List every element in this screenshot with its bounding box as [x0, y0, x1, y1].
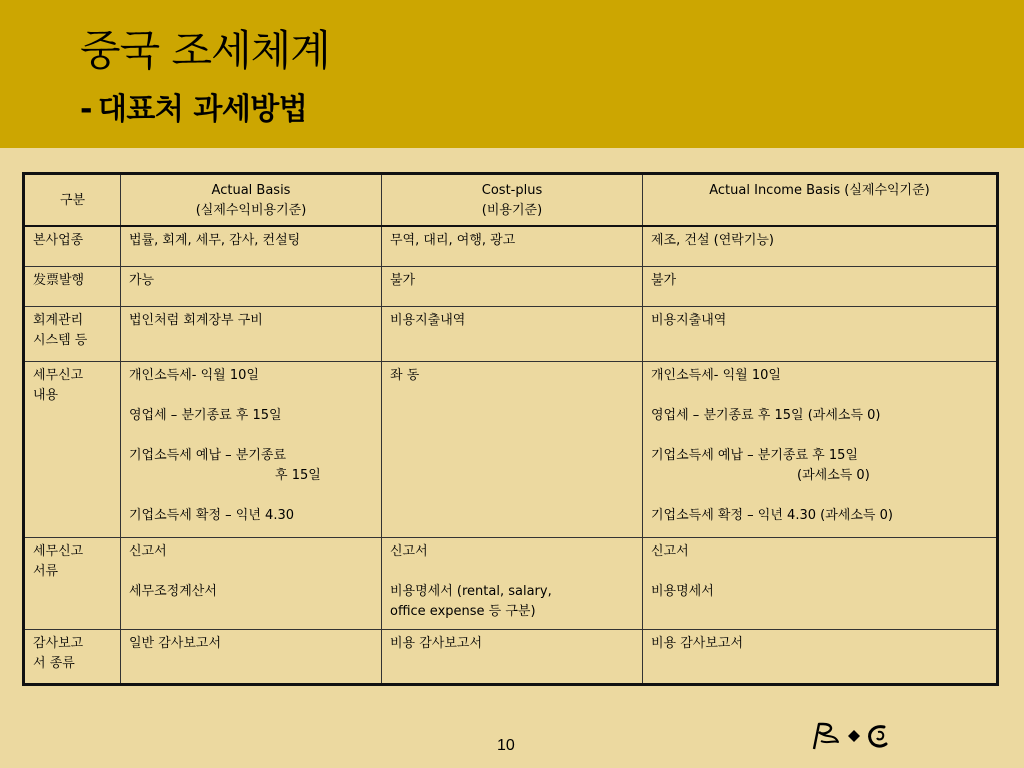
- table-header-row: [24, 174, 998, 227]
- cell-actual: 법인처럼 회계장부 구비: [121, 306, 382, 361]
- cell-income: 신고서 비용명세서: [643, 537, 998, 629]
- table-row-filing-documents: [24, 537, 998, 629]
- cell-cost: 신고서 비용명세서 (rental, salary, office expense 등 구분): [382, 537, 643, 629]
- table-row-audit-report: [24, 629, 998, 684]
- slide-title: 중국 조세체계: [80, 26, 330, 75]
- table-row-business-type: [24, 226, 998, 266]
- cell-actual: 신고서 세무조정계산서: [121, 537, 382, 629]
- cell-actual: 개인소득세- 익월 10일 영업세 – 분기종료 후 15일 기업소득세 예납 – 분기종료 후 15일 기업소득세 확정 – 익년 4.30: [121, 361, 382, 537]
- cell-cost: 불가: [382, 266, 643, 306]
- subtitle-text: 대표처 과세방법: [97, 92, 308, 127]
- cell-actual: 가능: [121, 266, 382, 306]
- subtitle-dash: -: [80, 92, 92, 127]
- cell-income: 제조, 건설 (연락기능): [643, 226, 998, 266]
- row-label: 회계관리 시스템 등: [24, 306, 121, 361]
- cell-cost: 비용지출내역: [382, 306, 643, 361]
- cell-income: 개인소득세- 익월 10일 영업세 – 분기종료 후 15일 (과세소득 0) 기업소득세 예납 – 분기종료 후 15일 (과세소득 0) 기업소득세 확정 – 익년 4.30 (과세소득 0): [643, 361, 998, 537]
- row-label: 세무신고 내용: [24, 361, 121, 537]
- title-band: [0, 0, 1024, 148]
- table-row-invoice: [24, 266, 998, 306]
- table-row-tax-filing: [24, 361, 998, 537]
- header-cost-plus: Cost-plus (비용기준): [382, 174, 643, 227]
- cell-income: 불가: [643, 266, 998, 306]
- tax-method-table: [22, 172, 999, 686]
- header-actual-income-basis: Actual Income Basis (실제수익기준): [643, 174, 998, 227]
- pwc-logo-icon: [812, 720, 894, 752]
- cell-cost: 좌 동: [382, 361, 643, 537]
- table-row-accounting-system: [24, 306, 998, 361]
- row-label: 본사업종: [24, 226, 121, 266]
- cell-cost: 비용 감사보고서: [382, 629, 643, 684]
- row-label: 감사보고 서 종류: [24, 629, 121, 684]
- cell-cost: 무역, 대리, 여행, 광고: [382, 226, 643, 266]
- cell-actual: 법률, 회계, 세무, 감사, 컨설팅: [121, 226, 382, 266]
- header-actual-basis: Actual Basis (실제수익비용기준): [121, 174, 382, 227]
- row-label: 세무신고 서류: [24, 537, 121, 629]
- cell-income: 비용 감사보고서: [643, 629, 998, 684]
- page-number: 10: [497, 737, 515, 754]
- pwc-logo: [812, 720, 894, 752]
- cell-income: 비용지출내역: [643, 306, 998, 361]
- slide-subtitle: [80, 90, 307, 130]
- cell-actual: 일반 감사보고서: [121, 629, 382, 684]
- row-label: 发票발행: [24, 266, 121, 306]
- header-category: 구분: [24, 174, 121, 227]
